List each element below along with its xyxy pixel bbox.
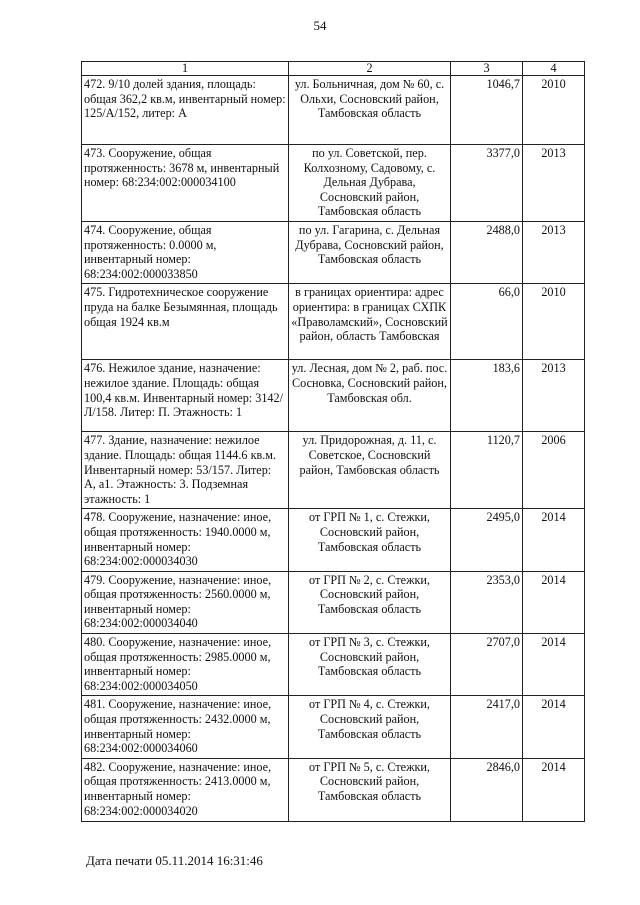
- object-address: ул. Придорожная, д. 11, с. Советское, Сосновский район, Тамбовская область: [289, 432, 451, 509]
- object-address: по ул. Советской, пер. Колхозному, Садовому, с. Дельная Дубрава, Сосновский район, Тамбовская область: [289, 145, 451, 222]
- object-year: 2010: [523, 76, 585, 145]
- table-row: [82, 571, 585, 633]
- object-value: 1120,7: [451, 432, 523, 509]
- table-row: [82, 360, 585, 432]
- object-description: 481. Сооружение, назначение: иное, общая протяженность: 2432.0000 м, инвентарный номер: 68:234:002:000034060: [82, 696, 289, 758]
- object-value: 2417,0: [451, 696, 523, 758]
- object-value: 66,0: [451, 284, 523, 360]
- object-value: 2495,0: [451, 509, 523, 571]
- object-description: 472. 9/10 долей здания, площадь: общая 362,2 кв.м, инвентарный номер: 125/А/152, литер: А: [82, 76, 289, 145]
- table-row: [82, 509, 585, 571]
- object-value: 183,6: [451, 360, 523, 432]
- table-row: [82, 76, 585, 145]
- object-year: 2014: [523, 571, 585, 633]
- table-header-row: [82, 62, 585, 76]
- object-year: 2014: [523, 758, 585, 821]
- object-year: 2013: [523, 145, 585, 222]
- object-year: 2014: [523, 509, 585, 571]
- object-description: 482. Сооружение, назначение: иное, общая протяженность: 2413.0000 м, инвентарный номер: 68:234:002:000034020: [82, 758, 289, 821]
- table-row: [82, 145, 585, 222]
- object-year: 2010: [523, 284, 585, 360]
- table-row: [82, 758, 585, 821]
- object-address: от ГРП № 3, с. Стежки, Сосновский район, Тамбовская область: [289, 634, 451, 696]
- table-row: [82, 284, 585, 360]
- table-row: [82, 696, 585, 758]
- object-year: 2013: [523, 360, 585, 432]
- table-row: [82, 432, 585, 509]
- object-description: 473. Сооружение, общая протяженность: 3678 м, инвентарный номер: 68:234:002:000034100: [82, 145, 289, 222]
- page-number: 54: [313, 18, 327, 33]
- object-description: 477. Здание, назначение: нежилое здание. Площадь: общая 1144.6 кв.м. Инвентарный номер: 53/157. Литер: А, а1. Этажность: 3. Подземная этажность: 1: [82, 432, 289, 509]
- object-description: 474. Сооружение, общая протяженность: 0.0000 м, инвентарный номер: 68:234:002:000033850: [82, 221, 289, 283]
- object-year: 2014: [523, 634, 585, 696]
- object-description: 478. Сооружение, назначение: иное, общая протяженность: 1940.0000 м, инвентарный номер: 68:234:002:000034030: [82, 509, 289, 571]
- object-address: ул. Больничная, дом № 60, с. Ольхи, Сосновский район, Тамбовская область: [289, 76, 451, 145]
- object-value: 2353,0: [451, 571, 523, 633]
- object-address: ул. Лесная, дом № 2, раб. пос. Сосновка, Сосновский район, Тамбовская обл.: [289, 360, 451, 432]
- object-description: 479. Сооружение, назначение: иное, общая протяженность: 2560.0000 м, инвентарный номер: 68:234:002:000034040: [82, 571, 289, 633]
- object-address: от ГРП № 2, с. Стежки, Сосновский район, Тамбовская область: [289, 571, 451, 633]
- object-value: 2488,0: [451, 221, 523, 283]
- column-header-1: 1: [82, 62, 289, 76]
- object-address: от ГРП № 1, с. Стежки, Сосновский район, Тамбовская область: [289, 509, 451, 571]
- property-registry-table: [81, 61, 585, 822]
- column-header-2: 2: [289, 62, 451, 76]
- column-header-4: 4: [523, 62, 585, 76]
- object-value: 3377,0: [451, 145, 523, 222]
- object-address: от ГРП № 4, с. Стежки, Сосновский район, Тамбовская область: [289, 696, 451, 758]
- object-address: от ГРП № 5, с. Стежки, Сосновский район, Тамбовская область: [289, 758, 451, 821]
- object-value: 2707,0: [451, 634, 523, 696]
- table-row: [82, 221, 585, 283]
- object-description: 475. Гидротехническое сооружение пруда на балке Безымянная, площадь общая 1924 кв.м: [82, 284, 289, 360]
- object-value: 2846,0: [451, 758, 523, 821]
- object-year: 2014: [523, 696, 585, 758]
- object-value: 1046,7: [451, 76, 523, 145]
- object-description: 476. Нежилое здание, назначение: нежилое здание. Площадь: общая 100,4 кв.м. Инвентарный номер: 3142/Л/158. Литер: П. Этажность: 1: [82, 360, 289, 432]
- object-address: по ул. Гагарина, с. Дельная Дубрава, Сосновский район, Тамбовская область: [289, 221, 451, 283]
- object-year: 2006: [523, 432, 585, 509]
- column-header-3: 3: [451, 62, 523, 76]
- table-row: [82, 634, 585, 696]
- print-date: Дата печати 05.11.2014 16:31:46: [86, 853, 263, 868]
- object-year: 2013: [523, 221, 585, 283]
- object-address: в границах ориентира: адрес ориентира: в границах СХПК «Праволамский», Сосновский район, область Тамбовская: [289, 284, 451, 360]
- object-description: 480. Сооружение, назначение: иное, общая протяженность: 2985.0000 м, инвентарный номер: 68:234:002:000034050: [82, 634, 289, 696]
